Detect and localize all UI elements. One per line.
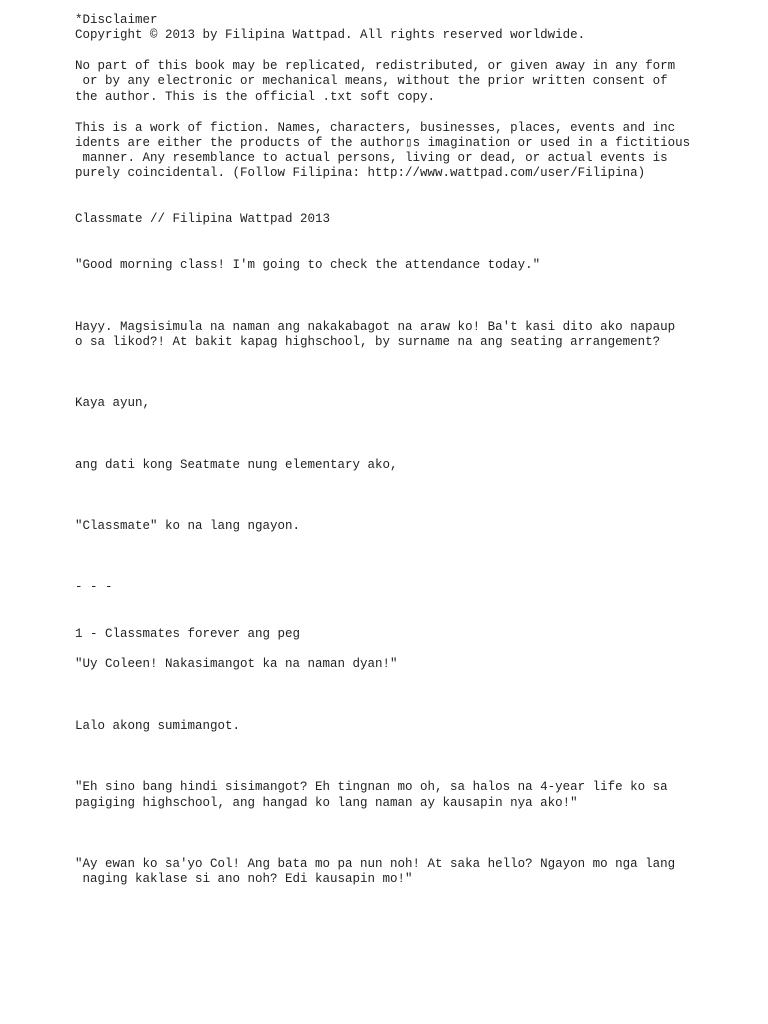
copyright-line: Copyright © 2013 by Filipina Wattpad. All rights reserved worldwide. [75, 28, 586, 42]
notice-line-2: or by any electronic or mechanical means, without the prior written consent of [75, 74, 668, 88]
fiction-line-3: manner. Any resemblance to actual persons, living or dead, or actual events is [75, 151, 668, 165]
paragraph-4: ang dati kong Seatmate nung elementary ako, [75, 458, 398, 472]
paragraph-8-line-1: "Eh sino bang hindi sisimangot? Eh tingnan mo oh, sa halos na 4-year life ko sa [75, 780, 668, 794]
section-separator: - - - [75, 580, 113, 594]
paragraph-5: "Classmate" ko na lang ngayon. [75, 519, 301, 533]
notice-line-3: the author. This is the official .txt soft copy. [75, 90, 436, 104]
paragraph-2-line-1: Hayy. Magsisimula na naman ang nakakabagot na araw ko! Ba't kasi dito ako napaup [75, 320, 676, 334]
fiction-line-2: idents are either the products of the author▯s imagination or used in a fictitious [75, 136, 691, 150]
notice-line-1: No part of this book may be replicated, redistributed, or given away in any form [75, 59, 676, 73]
paragraph-1: "Good morning class! I'm going to check the attendance today." [75, 258, 541, 272]
chapter-heading: 1 - Classmates forever ang peg [75, 627, 301, 641]
paragraph-3: Kaya ayun, [75, 396, 151, 410]
paragraph-2-line-2: o sa likod?! At bakit kapag highschool, by surname na ang seating arrangement? [75, 335, 661, 349]
paragraph-8-line-2: pagiging highschool, ang hangad ko lang naman ay kausapin nya ako!" [75, 796, 578, 810]
disclaimer-heading: *Disclaimer [75, 13, 158, 27]
fiction-line-4: purely coincidental. (Follow Filipina: http://www.wattpad.com/user/Filipina) [75, 166, 646, 180]
story-title: Classmate // Filipina Wattpad 2013 [75, 212, 331, 226]
paragraph-7: Lalo akong sumimangot. [75, 719, 241, 733]
paragraph-9-line-1: "Ay ewan ko sa'yo Col! Ang bata mo pa nun noh! At saka hello? Ngayon mo nga lang [75, 857, 676, 871]
fiction-line-1: This is a work of fiction. Names, characters, businesses, places, events and inc [75, 121, 676, 135]
paragraph-9-line-2: naging kaklase si ano noh? Edi kausapin mo!" [75, 872, 413, 886]
paragraph-6: "Uy Coleen! Nakasimangot ka na naman dyan!" [75, 657, 398, 671]
